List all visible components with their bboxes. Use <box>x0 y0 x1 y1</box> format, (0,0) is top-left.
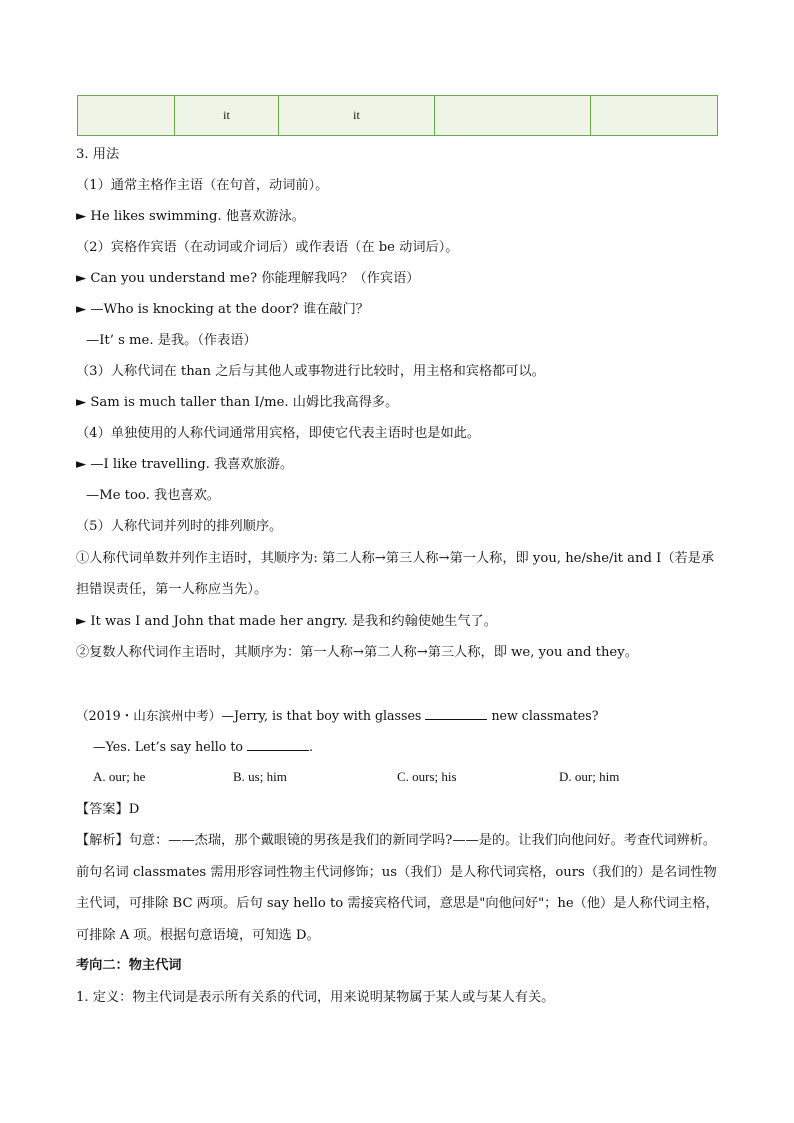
section-definition: 1. 定义：物主代词是表示所有关系的代词，用来说明某物属于某人或与某人有关。 <box>76 990 555 1005</box>
option-a: A. our; he <box>93 769 146 784</box>
example-2: ► Can you understand me? 你能理解我吗？（作宾语） <box>76 271 420 286</box>
question-stem-text: —Yes. Let’s say hello to <box>93 739 244 754</box>
usage-heading: 3. 用法 <box>76 147 120 162</box>
example-3a: ► —Who is knocking at the door? 谁在敲门？ <box>76 302 369 317</box>
table-cell <box>78 96 175 136</box>
usage-point-7: ②复数人称代词作主语时，其顺序为：第一人称→第二人称→第三人称，即 we, you and they。 <box>76 645 638 660</box>
table-cell <box>435 96 591 136</box>
example-5b: —Me too. 我也喜欢。 <box>86 488 220 503</box>
example-3b: —It’ s me. 是我。（作表语） <box>86 333 257 348</box>
table-cell: it <box>175 96 279 136</box>
usage-point-3: （3）人称代词在 than 之后与其他人或事物进行比较时，用主格和宾格都可以。 <box>76 364 545 379</box>
option-b: B. us; him <box>233 769 287 784</box>
example-5a: ► —I like travelling. 我喜欢旅游。 <box>76 457 294 472</box>
example-6: ► It was I and John that made her angry. 是我和约翰使她生气了。 <box>76 614 497 629</box>
pronoun-table <box>77 95 718 136</box>
answer-blank <box>247 737 309 751</box>
table-cell <box>591 96 718 136</box>
answer: 【答案】D <box>76 802 140 817</box>
usage-point-2: （2）宾格作宾语（在动词或介词后）或作表语（在 be 动词后）。 <box>76 240 459 255</box>
question-stem <box>76 706 598 726</box>
analysis: 【解析】句意：——杰瑞，那个戴眼镜的男孩是我们的新同学吗?——是的。让我们向他问好。考查代词辨析。前句名词 classmates 需用形容词性物主代词修饰；us（我们）是人称代词宾格，ours（我们的）是名词性物主代词，可排除 BC 两项。后句 say hello to 需接宾格代词，意思是"向他问好"；he（他）是人称代词主格，可排除 A 项。根据句意语境，可知选 D。 <box>76 833 719 943</box>
usage-point-4: （4）单独使用的人称代词通常用宾格，即使它代表主语时也是如此。 <box>76 426 481 441</box>
question-stem-text: new classmates? <box>491 708 599 723</box>
question-stem-text: . <box>309 739 314 754</box>
question-stem-2 <box>93 737 313 757</box>
section-title: 考向二：物主代词 <box>76 958 182 973</box>
usage-point-5: （5）人称代词并列时的排列顺序。 <box>76 519 283 534</box>
table-cell: it <box>279 96 435 136</box>
question-stem-text: （2019・山东滨州中考）—Jerry, is that boy with glasses <box>76 708 422 723</box>
example-4: ► Sam is much taller than I/me. 山姆比我高得多。 <box>76 395 399 410</box>
option-d: D. our; him <box>559 769 620 784</box>
table-row <box>78 96 718 136</box>
usage-point-1: （1）通常主格作主语（在句首，动词前）。 <box>76 178 329 193</box>
option-c: C. ours; his <box>397 769 457 784</box>
usage-point-6: ①人称代词单数并列作主语时，其顺序为: 第二人称→第三人称→第一人称，即 you, he/she/it and I（若是承担错误责任，第一人称应当先）。 <box>76 551 715 597</box>
example-1: ► He likes swimming. 他喜欢游泳。 <box>76 209 305 224</box>
answer-blank <box>425 706 487 720</box>
